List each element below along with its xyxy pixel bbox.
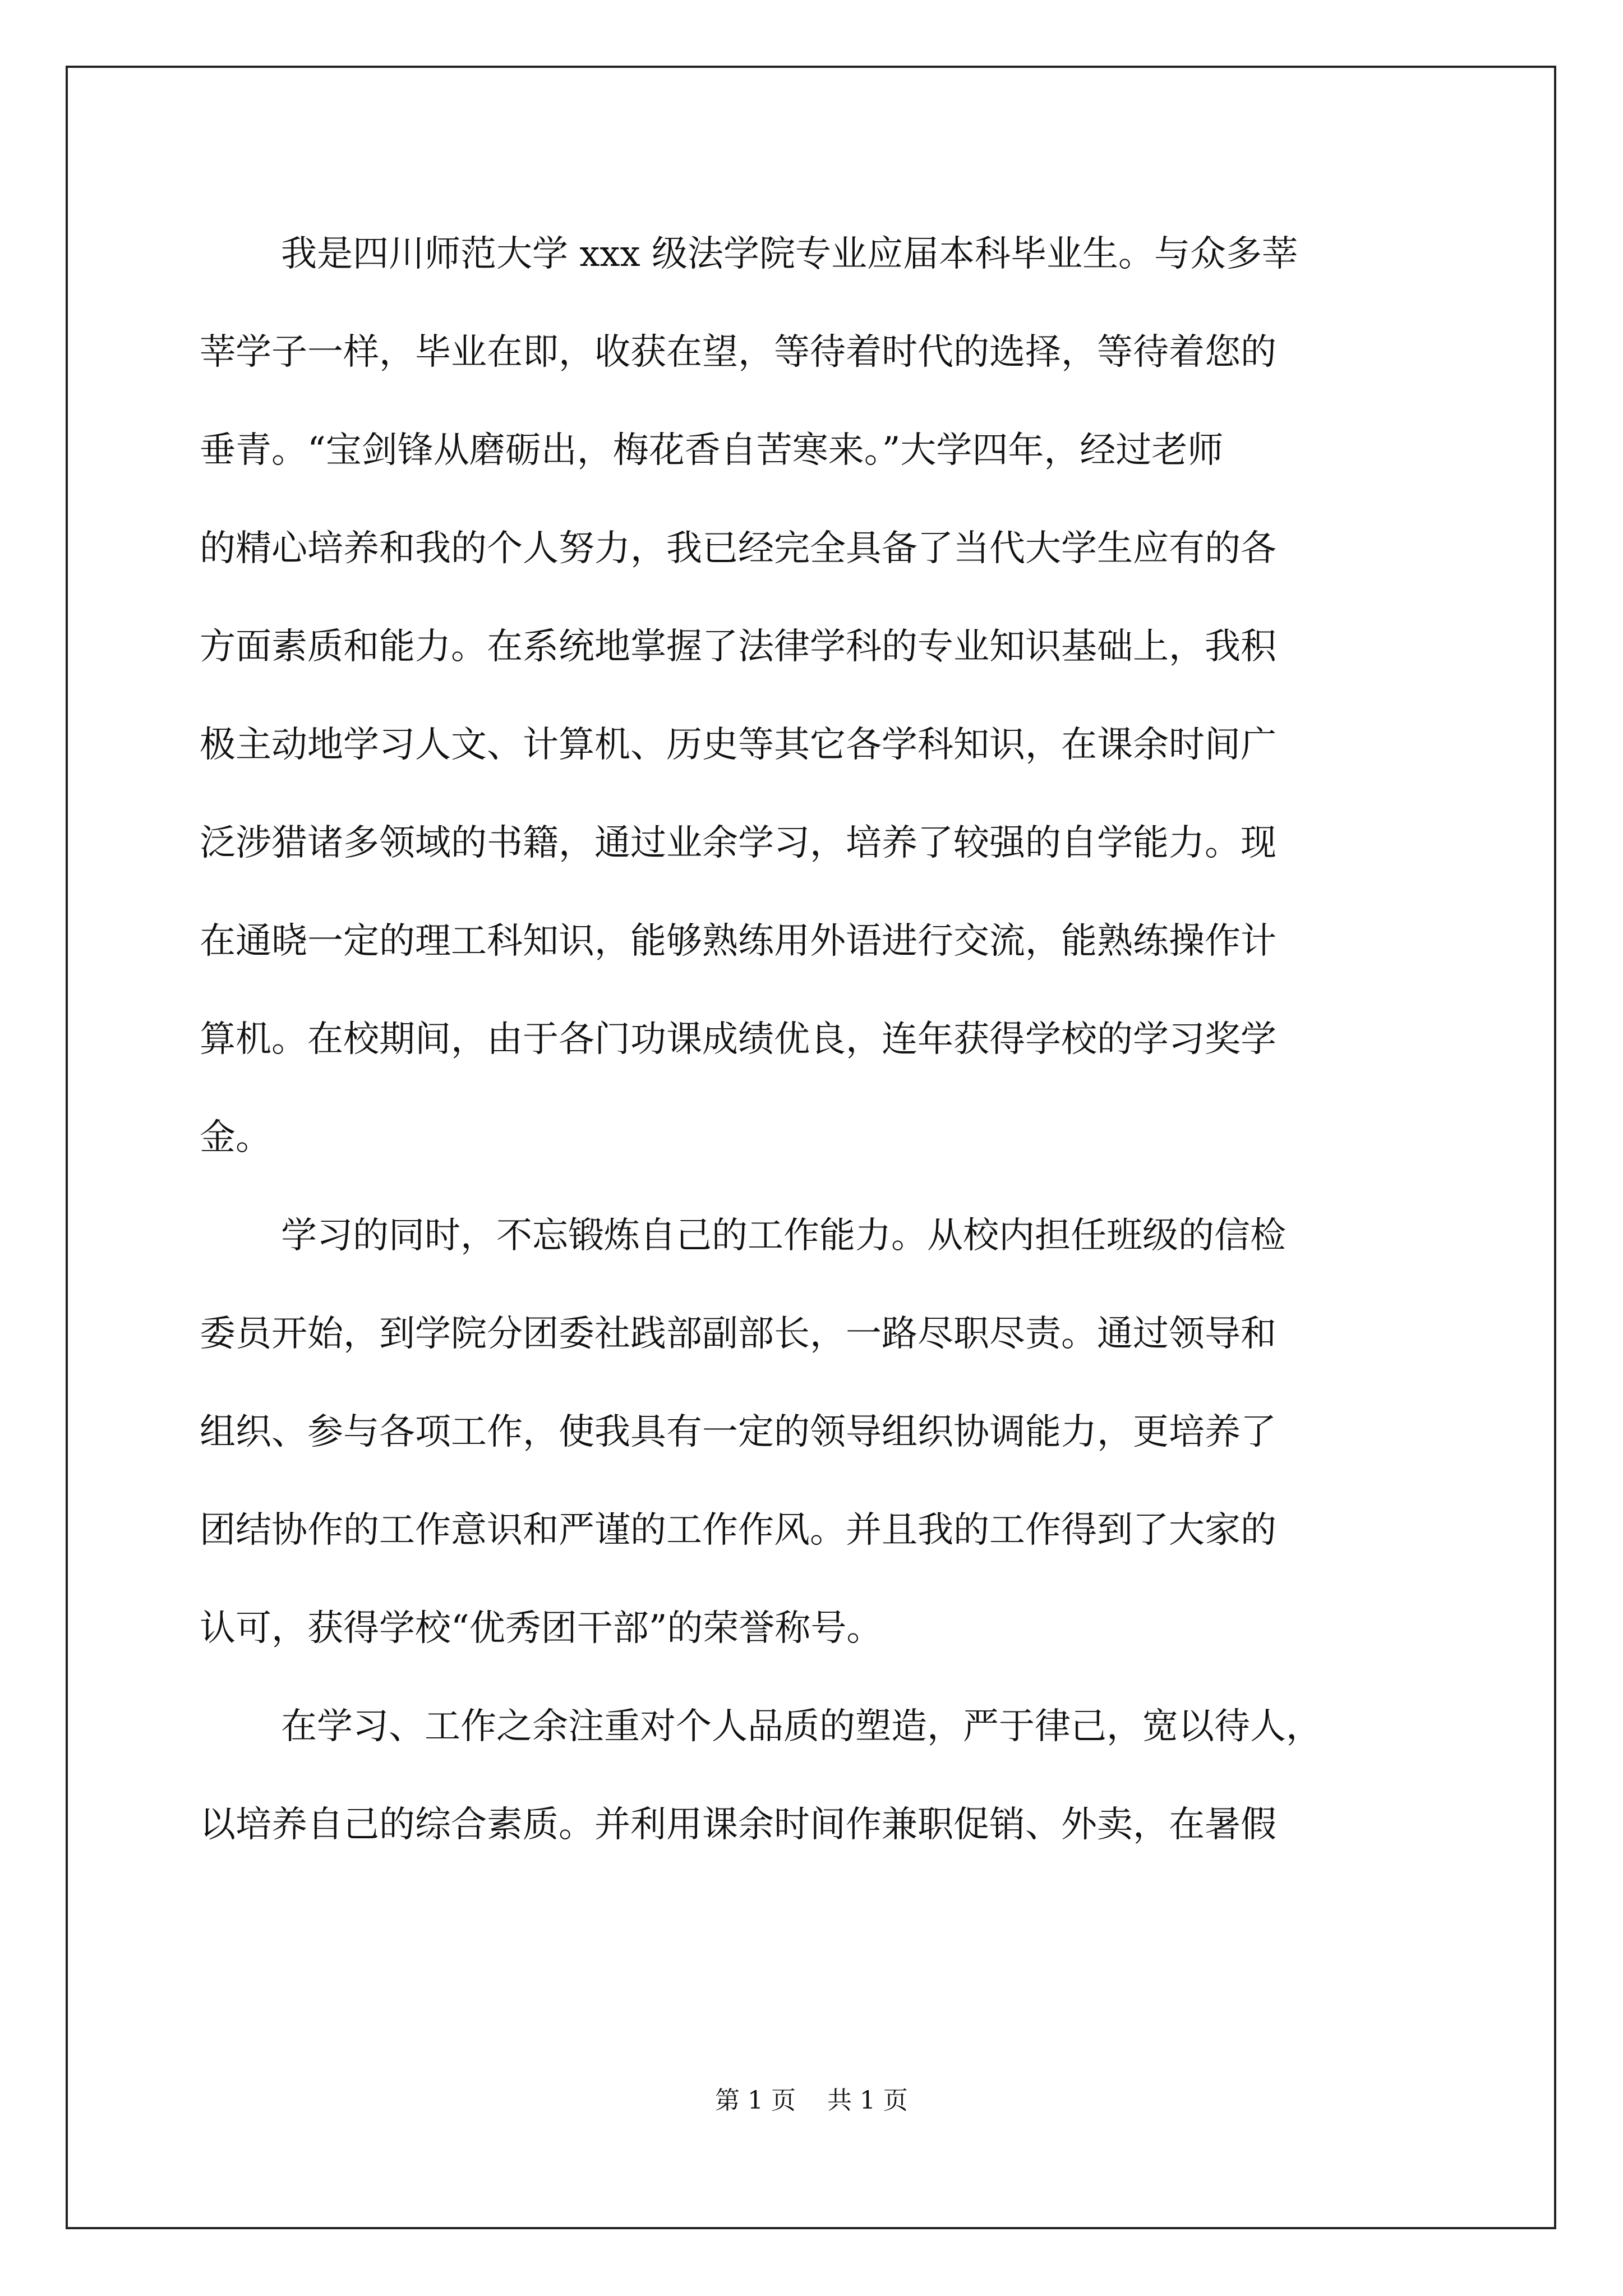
paragraph-1-line-4: 的精心培养和我的个人努力，我已经完全具备了当代大学生应有的各: [200, 528, 1276, 569]
paragraph-2-line-5: 认可，获得学校“优秀团干部”的荣誉称号。: [200, 1608, 883, 1649]
paragraph-3-line-2: 以培养自己的综合素质。并利用课余时间作兼职促销、外卖，在暑假: [200, 1804, 1276, 1846]
document-body: [200, 205, 1423, 1874]
paragraph-3-line-1: 在学习、工作之余注重对个人品质的塑造，严于律己，宽以待人，: [281, 1706, 1322, 1747]
paragraph-1-line-1: 我是四川师范大学 xxx 级法学院专业应届本科毕业生。与众多莘: [281, 233, 1298, 275]
paragraph-1-line-6: 极主动地学习人文、计算机、历史等其它各学科知识，在课余时间广: [200, 724, 1276, 766]
paragraph-1-line-7: 泛涉猎诸多领域的书籍，通过业余学习，培养了较强的自学能力。现: [200, 822, 1276, 864]
paragraph-2-line-2: 委员开始，到学院分团委社践部副部长，一路尽职尽责。通过领导和: [200, 1313, 1276, 1355]
paragraph-2-line-1: 学习的同时，不忘锻炼自己的工作能力。从校内担任班级的信检: [281, 1215, 1286, 1257]
paragraph-1-line-5: 方面素质和能力。在系统地掌握了法律学科的专业知识基础上，我积: [200, 626, 1276, 668]
paragraph-2-line-3: 组织、参与各项工作，使我具有一定的领导组织协调能力，更培养了: [200, 1411, 1276, 1453]
paragraph-2-line-4: 团结协作的工作意识和严谨的工作作风。并且我的工作得到了大家的: [200, 1510, 1276, 1551]
paragraph-1-line-9: 算机。在校期间，由于各门功课成绩优良，连年获得学校的学习奖学: [200, 1019, 1276, 1060]
paragraph-1-line-10: 金。: [200, 1117, 271, 1158]
paragraph-1-line-8: 在通晓一定的理工科知识，能够熟练用外语进行交流，能熟练操作计: [200, 921, 1276, 962]
paragraph-1-line-3: 垂青。“宝剑锋从磨砺出，梅花香自苦寒来。”大学四年，经过老师: [200, 430, 1224, 471]
paragraph-1-line-2: 莘学子一样，毕业在即，收获在望，等待着时代的选择，等待着您的: [200, 332, 1276, 373]
page-number-footer: 第 1 页 共 1 页: [715, 2086, 908, 2115]
